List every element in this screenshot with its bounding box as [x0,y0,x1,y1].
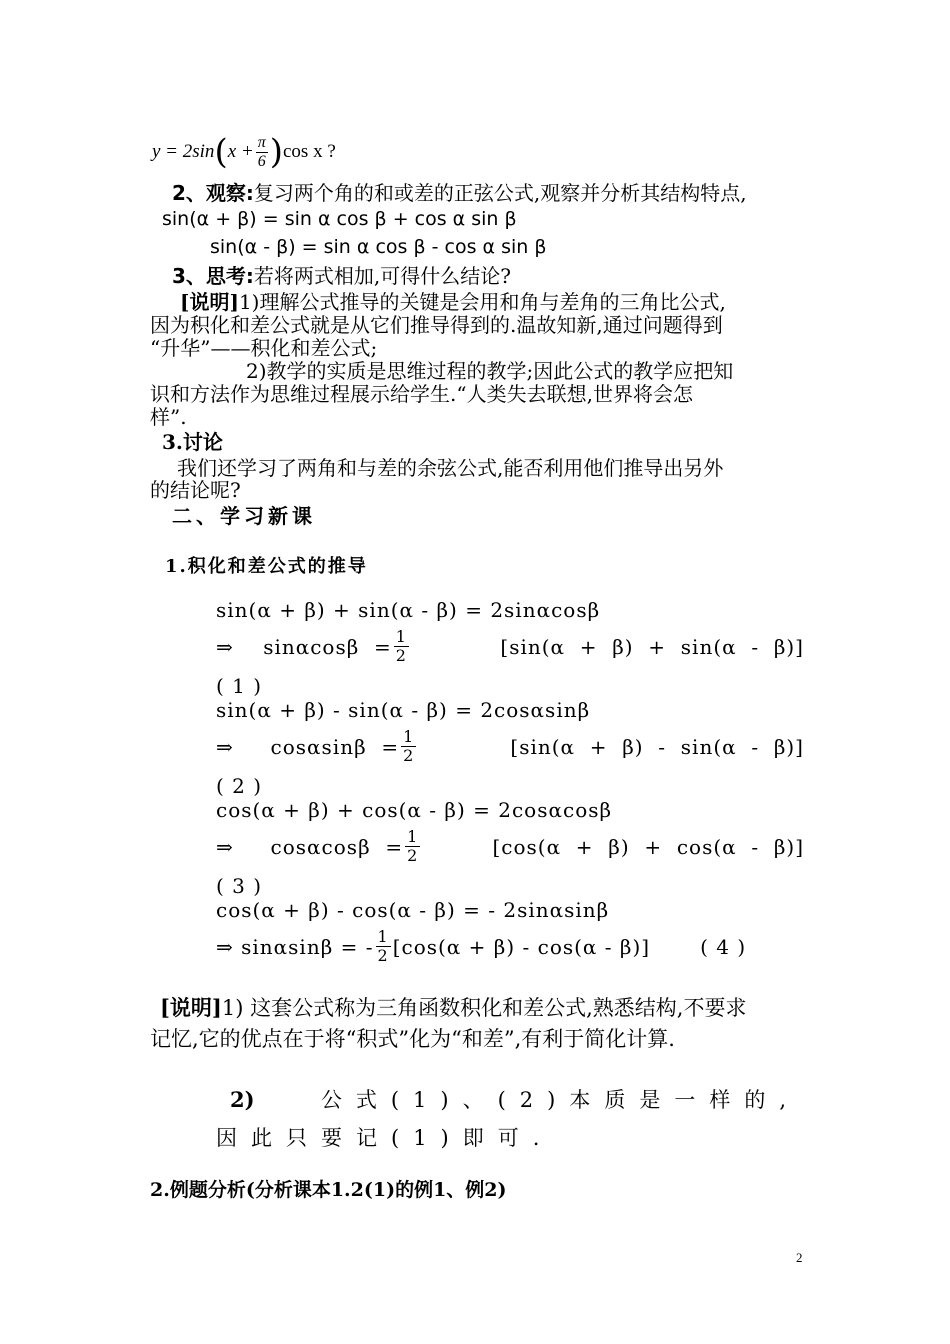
discuss-line1: 我们还学习了两角和与差的余弦公式,能否利用他们推导出另外 [177,456,724,480]
formula-2b: ⇒ cosαsinβ = $\frac{1}{2}$ [sin(α + β) - sin(α - β)] [216,727,804,765]
formula-lhs: y = 2sin [152,141,215,162]
formula-3a: cos(α + β) + cos(α - β) = 2cosαcosβ [216,798,613,822]
formula-2a: sin(α + β) - sin(α - β) = 2cosαsinβ [216,698,591,722]
note2-item2-number: 2) [230,1087,255,1112]
heading-new-lesson: 二、学习新课 [172,504,316,528]
note1-line2: 因为积化和差公式就是从它们推导得到的.温故知新,通过问题得到 [150,313,723,337]
note2-item2-line2: 因此只要记(1)即可. [216,1126,554,1150]
half-fraction: $\frac{1}{2}$ [377,927,389,965]
pi-over-six: $\frac{\pi}{6}$ [257,133,266,170]
formula-sin-diff: sin(α - β) = sin α cos β - cos α sin β [210,236,547,258]
formula-4-number: ( 4 ) [700,934,747,959]
observe-text: 复习两个角的和或差的正弦公式,观察并分析其结构特点, [253,181,747,205]
discuss-label: 3.讨论 [162,430,223,454]
think-label: 3、思考: [172,264,254,288]
page-number: 2 [796,1250,803,1265]
right-paren: ) [269,132,283,172]
formula-sin-sum: sin(α + β) = sin α cos β + cos α sin β [162,208,517,230]
formula-tail: cos x ? [283,141,336,162]
discuss-line2: 的结论呢? [150,478,241,502]
observe-line [172,181,747,205]
formula-1b: ⇒ sinαcosβ = $\frac{1}{2}$ [sin(α + β) + sin(α - β)] [216,627,804,665]
note1-line5: 识和方法作为思维过程展示给学生.“人类失去联想,世界将会怎 [150,382,693,406]
note1-line1: [说明]1)理解公式推导的关键是会用和角与差角的三角比公式, [180,290,726,314]
think-text: 若将两式相加,可得什么结论? [253,264,512,288]
formula-4a: cos(α + β) - cos(α - β) = - 2sinαsinβ [216,898,610,922]
heading-derivation: 1.积化和差公式的推导 [165,556,368,577]
half-fraction: $\frac{1}{2}$ [395,627,407,665]
note2-label: [说明] [160,995,222,1020]
note2-line2: 记忆,它的优点在于将“积式”化为“和差”,有利于简化计算. [150,1027,675,1051]
note1-label: [说明] [180,290,239,314]
think-line [172,264,511,288]
formula-1-number: ( 1 ) [216,674,263,698]
observe-label: 2、观察: [172,181,254,205]
formula-3-number: ( 3 ) [216,874,263,898]
note1-line3: “升华”——积化和差公式; [150,336,378,360]
left-paren: ( [214,132,228,172]
note1-line4: 2)教学的实质是思维过程的教学;因此公式的教学应把知 [246,359,734,383]
formula-3b: ⇒ cosαcosβ = $\frac{1}{2}$ [cos(α + β) + cos(α - β)] [216,827,804,865]
note1-line6: 样”. [150,405,187,429]
formula-4b: ⇒ sinαsinβ = - $\frac{1}{2}$ [cos(α + β) - cos(α - β)] ( 4 ) [216,927,747,965]
formula-x-plus: x + [227,141,254,162]
half-fraction: $\frac{1}{2}$ [407,827,419,865]
note2-item2-line1: 2) 公式(1)、(2)本质是一样的, [230,1087,800,1112]
formula-2-number: ( 2 ) [216,774,263,798]
heading-example: 2.例题分析(分析课本1.2(1)的例1、例2) [150,1179,507,1201]
note2-line1: [说明]1) 这套公式称为三角函数积化和差公式,熟悉结构,不要求 [160,995,747,1020]
top-formula [152,128,336,176]
half-fraction: $\frac{1}{2}$ [403,727,415,765]
formula-1a: sin(α + β) + sin(α - β) = 2sinαcosβ [216,598,601,622]
